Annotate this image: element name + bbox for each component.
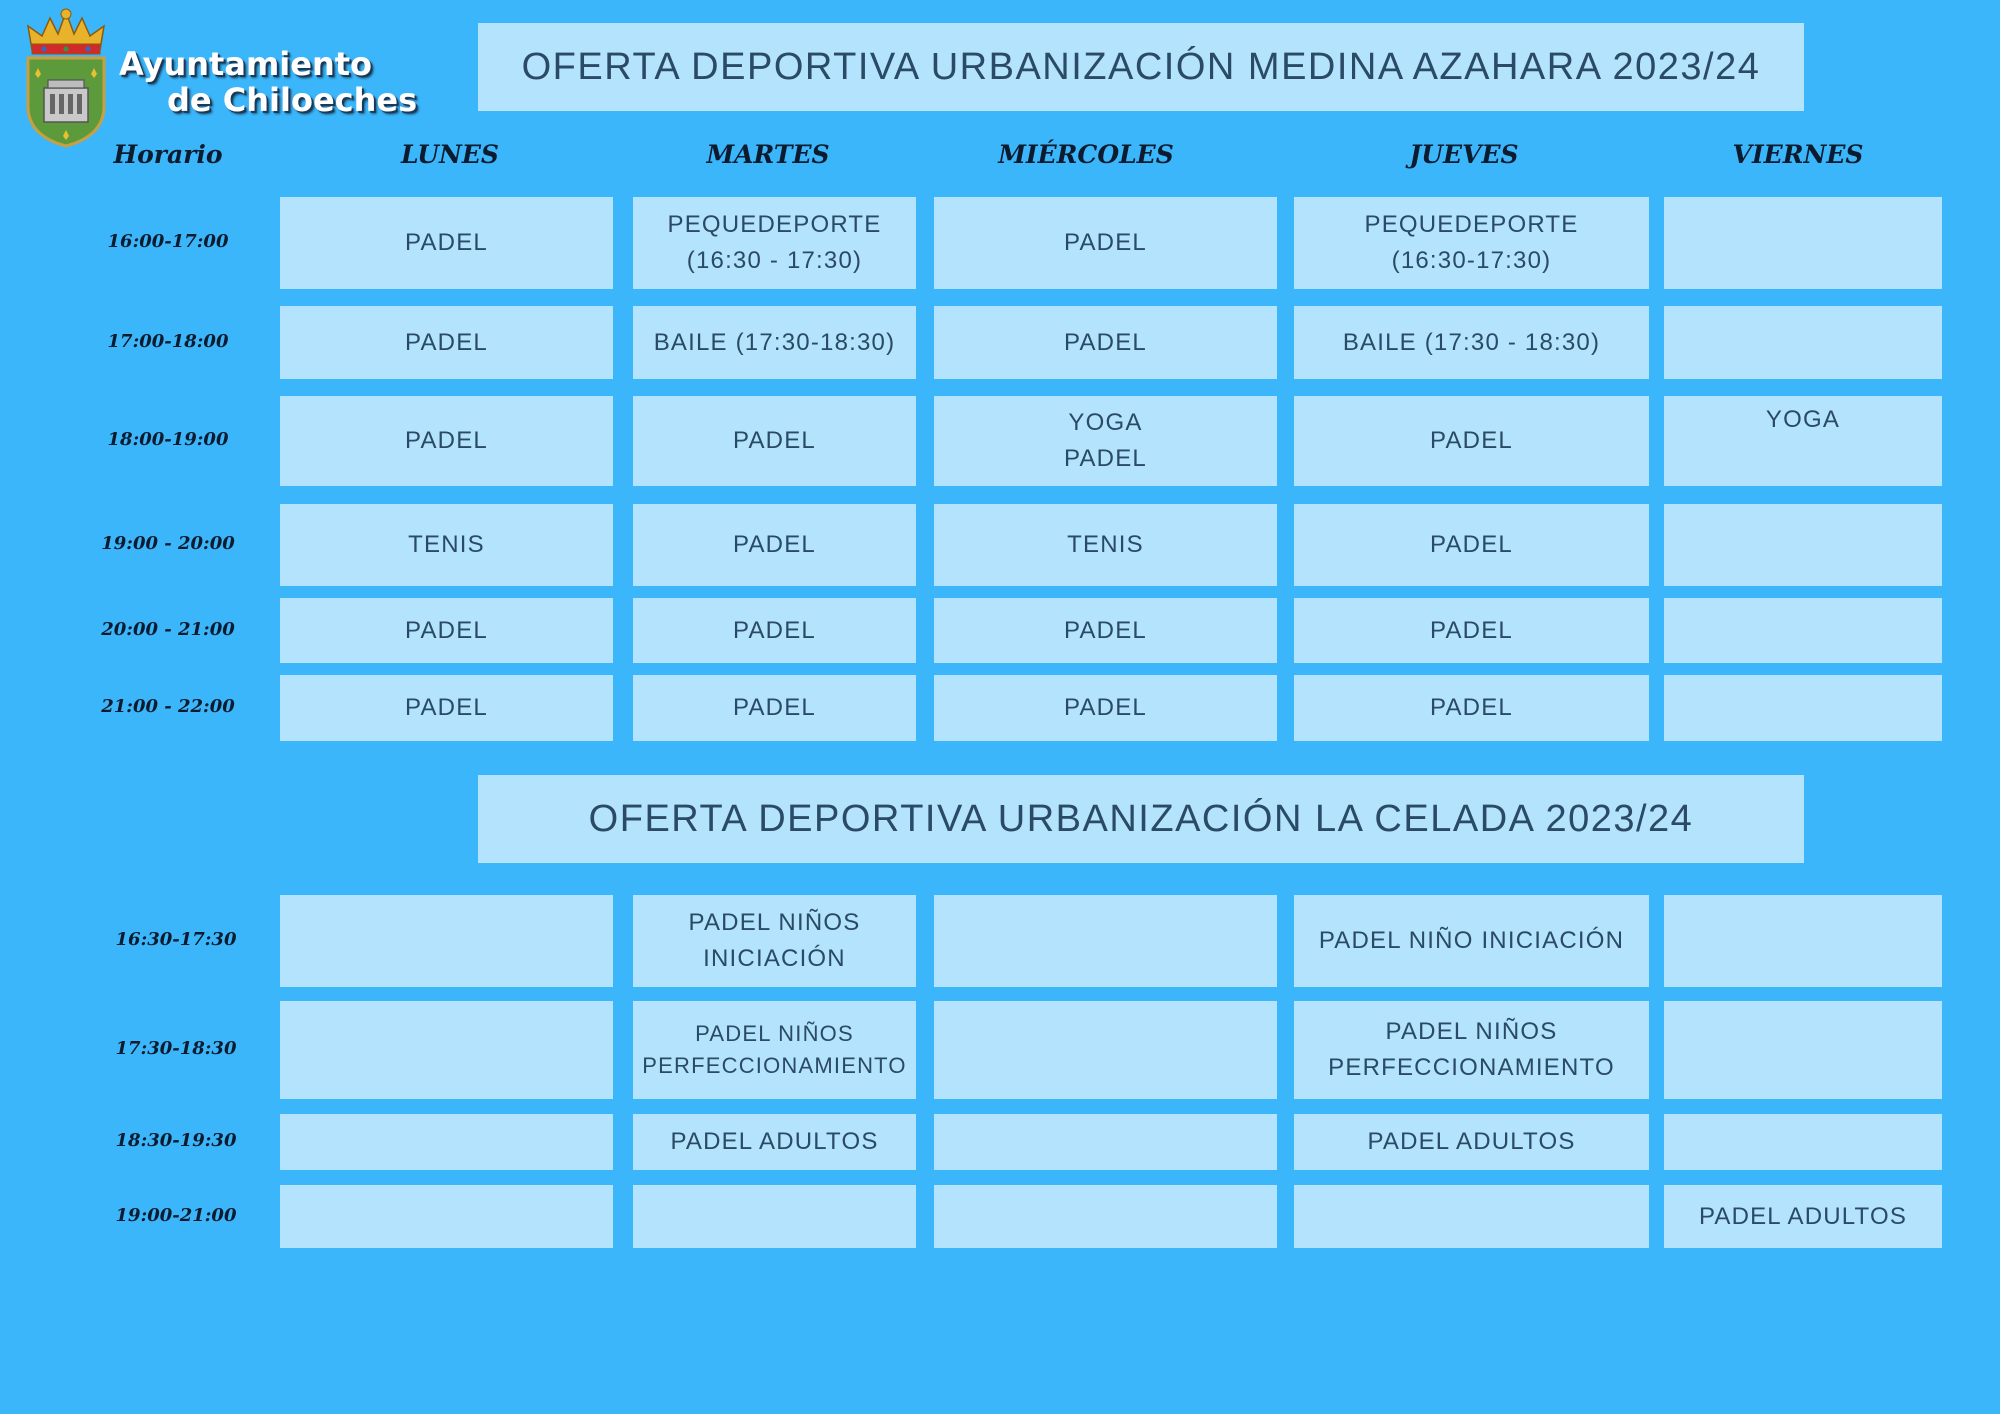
activity-label: PADEL bbox=[1064, 616, 1147, 644]
schedule-cell bbox=[280, 504, 613, 586]
schedule-cell bbox=[934, 1114, 1277, 1170]
activity-label: PADEL NIÑOS bbox=[688, 909, 861, 936]
section-title-la-celada: OFERTA DEPORTIVA URBANIZACIÓN LA CELADA 2023/24 bbox=[478, 775, 1804, 863]
time-slot-label: 17:30-18:30 bbox=[115, 1038, 237, 1059]
activity-label: PADEL bbox=[1430, 531, 1513, 558]
activity-label: PADEL bbox=[405, 427, 488, 454]
schedule-cell bbox=[934, 895, 1277, 987]
activity-label: PADEL NIÑOS bbox=[1385, 1018, 1558, 1045]
schedule-cell bbox=[1294, 895, 1649, 987]
schedule-cell bbox=[1664, 1001, 1942, 1099]
schedule-cell bbox=[1294, 306, 1649, 379]
schedule-cell bbox=[1294, 598, 1649, 663]
time-slot-label: 18:30-19:30 bbox=[115, 1130, 237, 1151]
schedule-cell bbox=[1294, 396, 1649, 486]
activity-label: PADEL bbox=[1430, 427, 1513, 454]
schedule-cell bbox=[280, 895, 613, 987]
schedule-cell bbox=[934, 396, 1277, 486]
activity-label: PADEL bbox=[405, 229, 488, 256]
activity-label: TENIS bbox=[1067, 531, 1144, 558]
schedule-cell bbox=[633, 675, 916, 741]
schedule-cell bbox=[934, 598, 1277, 663]
activity-label: INICIACIÓN bbox=[703, 945, 846, 972]
schedule-cell bbox=[633, 197, 916, 289]
schedule-cell bbox=[1664, 504, 1942, 586]
day-header-2: MARTES bbox=[706, 140, 830, 169]
logo-line-1: Ayuntamiento bbox=[119, 45, 373, 83]
activity-label: TENIS bbox=[408, 531, 485, 558]
activity-label: PADEL bbox=[1430, 694, 1513, 721]
schedule-cell bbox=[280, 675, 613, 741]
schedule-cell bbox=[1664, 396, 1942, 486]
activity-label: PERFECCIONAMIENTO bbox=[642, 1053, 907, 1078]
coat-of-arms-icon bbox=[24, 6, 108, 148]
schedule-cell bbox=[1664, 598, 1942, 663]
schedule-cell bbox=[1294, 197, 1649, 289]
schedule-cell bbox=[1294, 504, 1649, 586]
activity-label: BAILE (17:30 - 18:30) bbox=[1342, 328, 1601, 356]
schedule-cell bbox=[280, 598, 613, 663]
activity-label: PEQUEDEPORTE bbox=[667, 211, 882, 238]
time-slot-label: 19:00 - 20:00 bbox=[101, 533, 235, 554]
schedule-cell bbox=[633, 598, 916, 663]
schedule-cell bbox=[633, 1001, 916, 1099]
day-header-1: LUNES bbox=[401, 140, 499, 169]
activity-label: PADEL bbox=[1064, 694, 1147, 721]
schedule-cell bbox=[1294, 675, 1649, 741]
activity-label: PEQUEDEPORTE bbox=[1364, 211, 1579, 238]
schedule-cell bbox=[934, 1185, 1277, 1248]
schedule-cell bbox=[633, 396, 916, 486]
schedule-cell bbox=[280, 1185, 613, 1248]
activity-label: (16:30 - 17:30) bbox=[686, 247, 863, 274]
schedule-cell bbox=[934, 675, 1277, 741]
activity-label: PADEL bbox=[1064, 328, 1147, 356]
activity-label: PERFECCIONAMIENTO bbox=[1328, 1054, 1615, 1081]
schedule-cell bbox=[1664, 197, 1942, 289]
schedule-cell bbox=[1664, 1114, 1942, 1170]
activity-label: PADEL ADULTOS bbox=[1367, 1128, 1576, 1155]
activity-label: PADEL bbox=[1064, 229, 1147, 256]
day-header-4: JUEVES bbox=[1409, 140, 1519, 169]
schedule-cell bbox=[633, 1114, 916, 1170]
schedule-cell bbox=[1664, 306, 1942, 379]
schedule-cell bbox=[280, 1114, 613, 1170]
schedule-cell bbox=[280, 396, 613, 486]
schedule-cell bbox=[934, 1001, 1277, 1099]
schedule-cell bbox=[280, 197, 613, 289]
activity-label: PADEL bbox=[733, 616, 816, 644]
schedule-cell bbox=[1664, 675, 1942, 741]
time-slot-label: 18:00-19:00 bbox=[107, 429, 229, 450]
municipal-logo bbox=[24, 6, 464, 151]
activity-label: YOGA bbox=[1765, 406, 1841, 433]
schedule-cell bbox=[633, 895, 916, 987]
day-header-0: Horario bbox=[113, 140, 223, 169]
activity-label: YOGA bbox=[1068, 409, 1143, 436]
activity-label: PADEL NIÑO INICIACIÓN bbox=[1318, 927, 1625, 954]
schedule-cell bbox=[633, 504, 916, 586]
activity-label: PADEL bbox=[733, 694, 816, 721]
activity-label: PADEL bbox=[405, 616, 488, 644]
activity-label: PADEL bbox=[1430, 616, 1513, 644]
schedule-cell bbox=[280, 1001, 613, 1099]
schedule-cell bbox=[934, 504, 1277, 586]
activity-label: PADEL bbox=[1064, 445, 1147, 472]
activity-label: PADEL NIÑOS bbox=[695, 1021, 854, 1046]
schedule-cell bbox=[1294, 1185, 1649, 1248]
time-slot-label: 20:00 - 21:00 bbox=[101, 618, 235, 640]
activity-label: PADEL bbox=[405, 328, 488, 356]
activity-label: PADEL bbox=[405, 694, 488, 721]
activity-label: (16:30-17:30) bbox=[1391, 247, 1552, 274]
section-title-medina-azahara: OFERTA DEPORTIVA URBANIZACIÓN MEDINA AZAHARA 2023/24 bbox=[478, 23, 1804, 111]
activity-label: PADEL bbox=[733, 531, 816, 558]
activity-label: BAILE (17:30-18:30) bbox=[653, 328, 896, 356]
schedule-cell bbox=[934, 306, 1277, 379]
time-slot-label: 16:30-17:30 bbox=[115, 929, 237, 950]
time-slot-label: 19:00-21:00 bbox=[115, 1204, 237, 1226]
schedule-cell bbox=[633, 306, 916, 379]
activity-label: PADEL bbox=[733, 427, 816, 454]
schedule-cell bbox=[633, 1185, 916, 1248]
activity-label: PADEL ADULTOS bbox=[670, 1128, 879, 1155]
logo-line-2: de Chiloeches bbox=[167, 81, 418, 119]
day-header-3: MIÉRCOLES bbox=[998, 140, 1174, 169]
activity-label: PADEL ADULTOS bbox=[1698, 1202, 1908, 1230]
time-slot-label: 21:00 - 22:00 bbox=[101, 696, 235, 717]
schedule-cell bbox=[1294, 1001, 1649, 1099]
schedule-cell bbox=[1664, 895, 1942, 987]
municipality-name bbox=[119, 46, 417, 118]
schedule-cell bbox=[1664, 1185, 1942, 1248]
time-slot-label: 16:00-17:00 bbox=[107, 231, 229, 252]
schedule-cell bbox=[280, 306, 613, 379]
schedule-cell bbox=[934, 197, 1277, 289]
day-header-5: VIERNES bbox=[1732, 140, 1864, 169]
time-slot-label: 17:00-18:00 bbox=[107, 330, 229, 352]
schedule-cell bbox=[1294, 1114, 1649, 1170]
